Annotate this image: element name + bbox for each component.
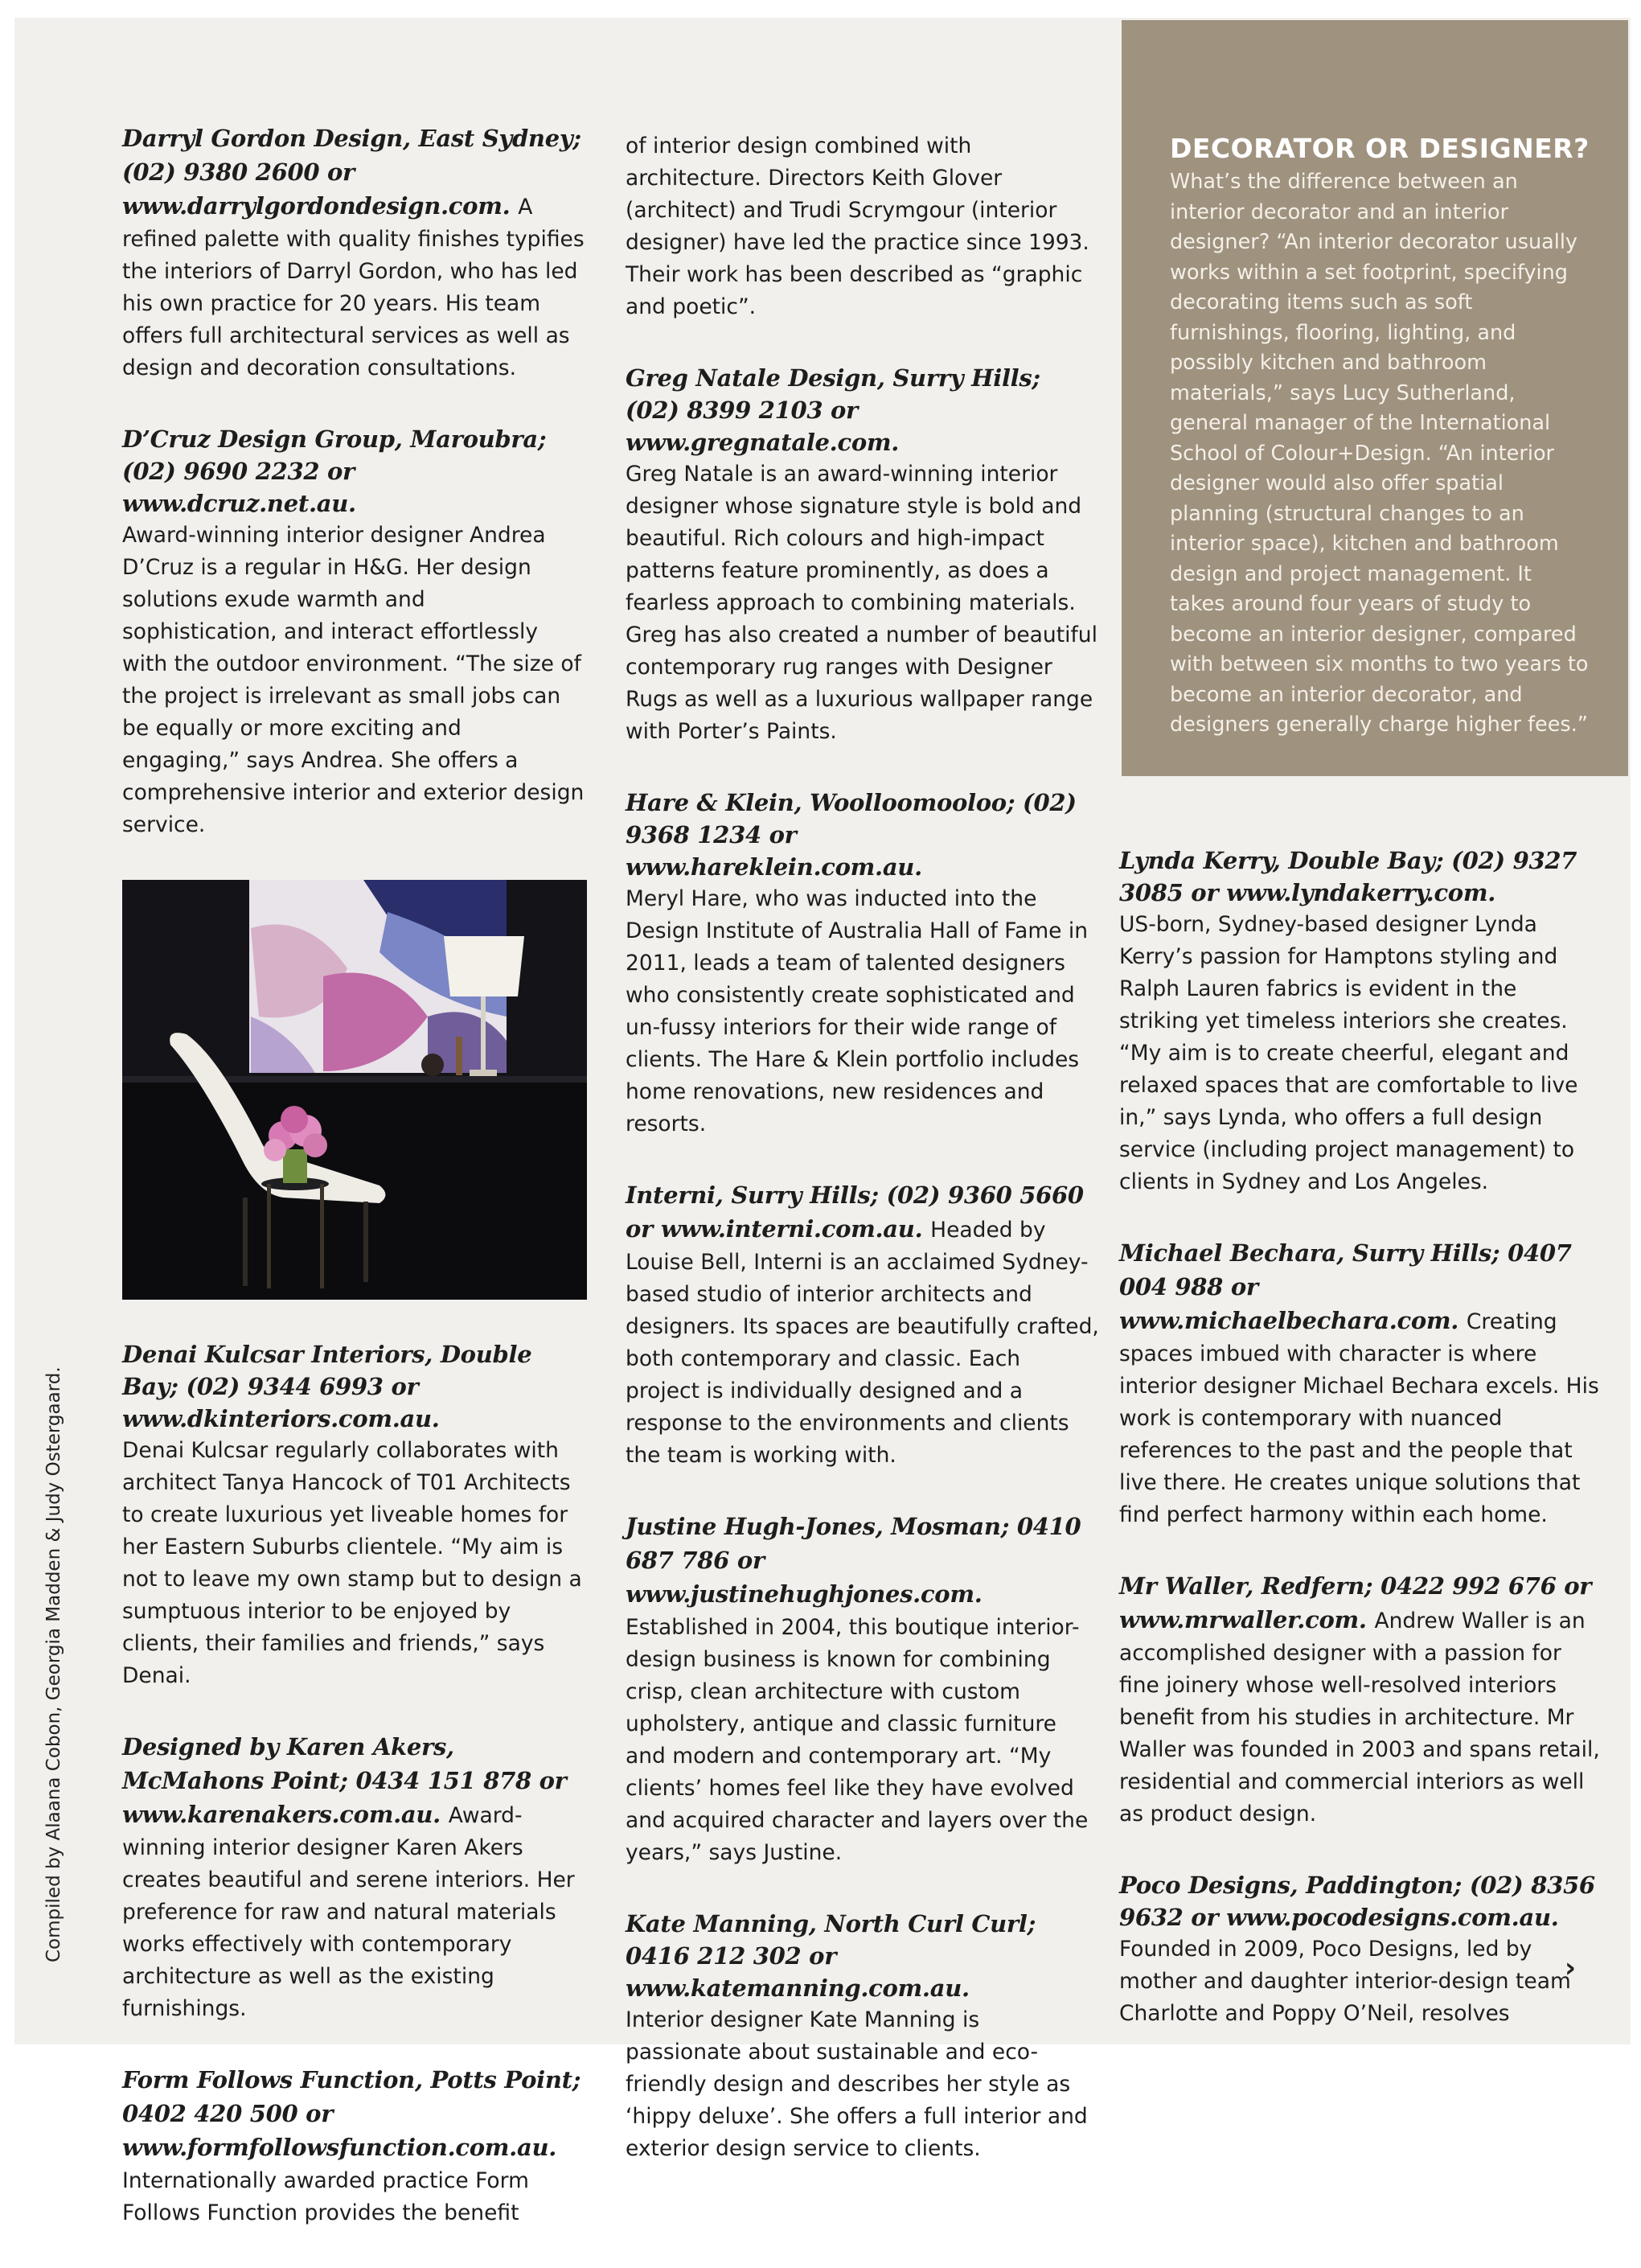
compiled-by-credit: Compiled by Alaana Cobon, Georgia Madden & Judy Ostergaard. — [43, 1366, 64, 1962]
listing-name: Greg Natale Design, Surry Hills; (02) 8399 2103 or www.gregnatale.com. — [626, 364, 1040, 456]
listing-description: Founded in 2009, Poco Designs, led by mother and daughter interior-design team Charlotte and Poppy O’Neil, resolves — [1119, 1937, 1571, 2026]
listing-hare-klein — [626, 787, 1100, 1140]
listing-poco-designs — [1119, 1869, 1602, 2030]
listing-name: Justine Hugh-Jones, Mosman; 0410 687 786 or www.justinehughjones.com. — [626, 1513, 1081, 1608]
listing-interni — [626, 1179, 1100, 1472]
listing-description: Creating spaces imbued with character is where interior designer Michael Bechara excels. His work is contemporary with nuanced references to the past and the people that live there. He creates unique solutions that find perfect harmony within each home. — [1119, 1309, 1599, 1527]
sidebar-body: What’s the difference between an interior decorator and an interior designer? “An interior decorator usually works within a set footprint, specifying decorating items such as soft furnishings, flooring, lighting, and possibly kitchen and bathroom materials,” says Lucy Sutherland, general manager of the International School of Colour+Design. “An interior designer would also offer spatial planning (structural changes to an interior space), kitchen and bathroom design and project management. It takes around four years of study to become an interior designer, compared with between six months to two years to become an interior decorator, and designers generally charge higher fees.” — [1170, 170, 1589, 737]
listing-name: Designed by Karen Akers, McMahons Point; 0434 151 878 or www.karenakers.com.au. — [122, 1733, 567, 1828]
listing-description: Internationally awarded practice Form Follows Function provides the benefit — [122, 2168, 529, 2225]
listing-name: Mr Waller, Redfern; 0422 992 676 or www.mrwaller.com. — [1119, 1572, 1592, 1633]
listing-name: D’Cruz Design Group, Maroubra; (02) 9690 2232 or www.dcruz.net.au. — [122, 425, 547, 517]
column-1 — [122, 122, 585, 2268]
listing-description: of interior design combined with architecture. Directors Keith Glover (architect) and Trudi Scrymgour (interior designer) have led the practice since 1993. Their work has been described as “graphic and poetic”. — [626, 134, 1089, 319]
listing-description: Andrew Waller is an accomplished designer with a passion for fine joinery whose well-resolved interiors benefit from his studies in architecture. Mr Waller was founded in 2003 and spans retail, residential and commercial interiors as well as product design. — [1119, 1609, 1600, 1826]
listing-description: Award-winning interior designer Karen Akers creates beautiful and serene interiors. Her preference for raw and natural materials works effectively with contemporary architecture as well as the existing furnishings. — [122, 1803, 575, 2021]
column-2 — [626, 130, 1100, 2204]
listing-description: A refined palette with quality finishes typifies the interiors of Darryl Gordon, who has led his own practice for 20 years. His team offers full architectural services as well as design and decoration consultations. — [122, 195, 585, 380]
listing-name: Form Follows Function, Potts Point; 0402 420 500 or www.formfollowsfunction.com.au. — [122, 2066, 581, 2161]
listing-form-follows-function — [122, 2064, 585, 2229]
listing-lynda-kerry — [1119, 844, 1602, 1198]
listing-kate-manning — [626, 1908, 1100, 2165]
listing-name: Poco Designs, Paddington; (02) 8356 9632 or www.pocodesigns.com.au. — [1119, 1872, 1595, 1931]
listing-name: Darryl Gordon Design, East Sydney; (02) 9380 2600 or www.darrylgordondesign.com. — [122, 125, 581, 220]
listing-greg-natale — [626, 362, 1100, 748]
continue-arrow-icon: › — [1565, 1952, 1577, 1984]
listing-karen-akers — [122, 1731, 585, 2025]
listing-description: Greg Natale is an award-winning interior designer whose signature style is bold and beautiful. Rich colours and high-impact patterns feature prominently, as does a fearless approach to combining materials. Greg has also created a number of beautiful contemporary rug ranges with Designer Rugs as well as a luxurious wallpaper range with Porter’s Paints. — [626, 462, 1097, 744]
listing-description: Denai Kulcsar regularly collaborates with architect Tanya Hancock of T01 Architects to create luxurious yet liveable homes for her Eastern Suburbs clientele. “My aim is not to leave my own stamp but to design a sumptuous interior to be enjoyed by clients, their families and friends,” says Denai. — [122, 1438, 582, 1688]
listing-description: Interior designer Kate Manning is passionate about sustainable and eco-friendly design and describes her style as ‘hippy deluxe’. She offers a full interior and exterior design service to clients. — [626, 2007, 1088, 2161]
listing-description: Meryl Hare, who was inducted into the Design Institute of Australia Hall of Fame in 2011, leads a team of talented designers who consistently create sophisticated and un-fussy interiors for their wide range of clients. The Hare & Klein portfolio includes home renovations, new residences and resorts. — [626, 886, 1089, 1136]
listing-michael-bechara — [1119, 1237, 1602, 1531]
column-3 — [1119, 844, 1602, 2069]
listing-form-follows-function-continued — [626, 130, 1100, 323]
listing-dcruz — [122, 423, 585, 841]
listing-description: Headed by Louise Bell, Interni is an acclaimed Sydney-based studio of interior architects and designers. Its spaces are beautifully crafted, both contemporary and classic. Each project is individually designed and a response to the environments and clients the team is working with. — [626, 1218, 1099, 1468]
listing-name: Hare & Klein, Woolloomooloo; (02) 9368 1234 or www.hareklein.com.au. — [626, 789, 1077, 881]
listing-mr-waller — [1119, 1570, 1602, 1830]
sidebar-title: DECORATOR OR DESIGNER? — [1170, 133, 1590, 164]
listing-denai-kulcsar — [122, 1338, 585, 1692]
listing-name: Interni, Surry Hills; (02) 9360 5660 or www.interni.com.au. — [626, 1181, 1084, 1243]
listing-name: Kate Manning, North Curl Curl; 0416 212 302 or www.katemanning.com.au. — [626, 1910, 1036, 2002]
interior-photo — [122, 880, 587, 1300]
interior-photo-illustration — [122, 880, 587, 1300]
listing-description: US-born, Sydney-based designer Lynda Kerry’s passion for Hamptons styling and Ralph Lauren fabrics is evident in the striking yet timeless interiors she creates. “My aim is to create cheerful, elegant and relaxed spaces that are comfortable to live in,” says Lynda, who offers a full design service (including project management) to clients in Sydney and Los Angeles. — [1119, 912, 1578, 1194]
decorator-or-designer-sidebar — [1122, 20, 1628, 776]
listing-justine-hugh-jones — [626, 1510, 1100, 1869]
listing-darryl-gordon — [122, 122, 585, 384]
listing-name: Denai Kulcsar Interiors, Double Bay; (02) 9344 6993 or www.dkinteriors.com.au. — [122, 1341, 532, 1432]
listing-name: Michael Bechara, Surry Hills; 0407 004 988 or www.michaelbechara.com. — [1119, 1239, 1572, 1334]
listing-description: Established in 2004, this boutique interior-design business is known for combining crisp, clean architecture with custom upholstery, antique and classic furniture and modern and contemporary art. “My clients’ homes feel like they have evolved and acquired character and layers over the years,” says Justine. — [626, 1615, 1089, 1865]
listing-name: Lynda Kerry, Double Bay; (02) 9327 3085 or www.lyndakerry.com. — [1119, 847, 1577, 906]
listing-description: Award-winning interior designer Andrea D’Cruz is a regular in H&G. Her design solutions exude warmth and sophistication, and interact effortlessly with the outdoor environment. “The size of the project is irrelevant as small jobs can be equally or more exciting and engaging,” says Andrea. She offers a comprehensive interior and exterior design service. — [122, 523, 585, 837]
